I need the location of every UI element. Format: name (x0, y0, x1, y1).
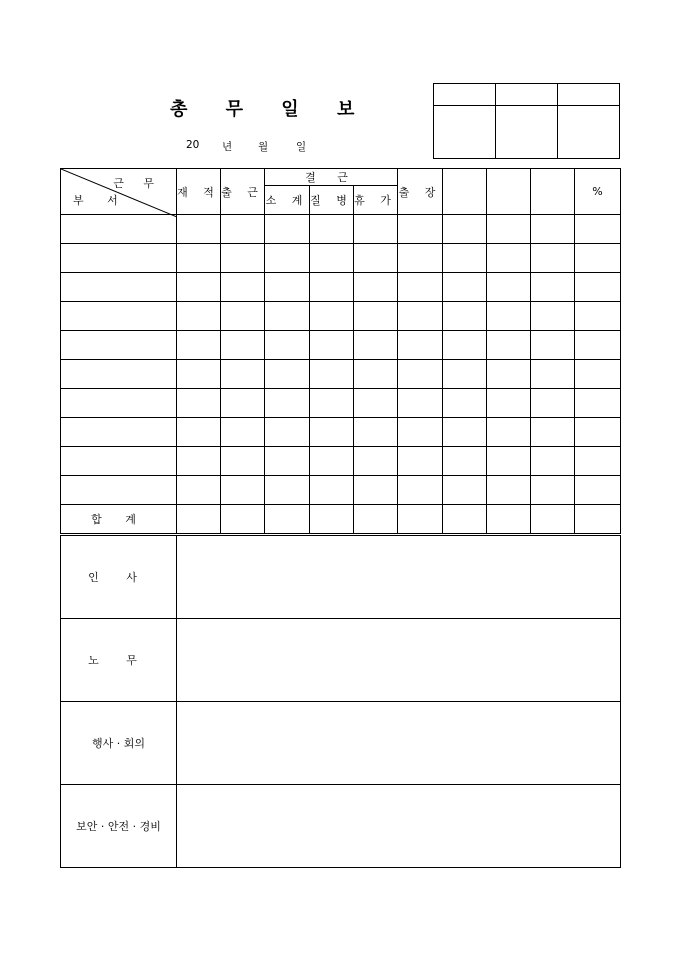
table-cell[interactable] (310, 389, 354, 418)
leave-header: 휴 가 (354, 186, 398, 215)
table-cell[interactable] (575, 360, 621, 389)
table-cell[interactable] (398, 389, 443, 418)
approval-header-cell (558, 84, 620, 106)
subtotal-header: 소 계 (265, 186, 310, 215)
total-cell[interactable] (575, 505, 621, 535)
table-cell[interactable] (443, 302, 487, 331)
table-cell[interactable] (221, 360, 265, 389)
total-cell[interactable] (531, 505, 575, 535)
total-cell[interactable] (221, 505, 265, 535)
table-cell[interactable] (177, 244, 221, 273)
table-cell[interactable] (487, 331, 531, 360)
table-cell[interactable] (265, 447, 310, 476)
table-cell[interactable] (487, 302, 531, 331)
category-content-personnel[interactable] (177, 535, 621, 619)
table-cell[interactable] (398, 360, 443, 389)
table-cell[interactable] (487, 447, 531, 476)
table-cell[interactable] (310, 331, 354, 360)
report-table (60, 168, 621, 868)
table-cell[interactable] (575, 302, 621, 331)
table-cell[interactable] (221, 447, 265, 476)
blank-header (531, 169, 575, 215)
table-cell[interactable] (531, 302, 575, 331)
table-cell[interactable] (354, 447, 398, 476)
department-header-cell (61, 169, 177, 215)
total-cell[interactable] (398, 505, 443, 535)
table-cell[interactable] (443, 273, 487, 302)
table-cell[interactable] (310, 476, 354, 505)
table-cell[interactable] (177, 331, 221, 360)
attendance-header: 출 근 (221, 169, 265, 215)
table-cell[interactable] (398, 215, 443, 244)
department-cell[interactable] (61, 418, 177, 447)
total-cell[interactable] (443, 505, 487, 535)
table-cell[interactable] (487, 476, 531, 505)
total-cell[interactable] (265, 505, 310, 535)
table-cell[interactable] (487, 360, 531, 389)
table-cell[interactable] (531, 418, 575, 447)
table-cell[interactable] (575, 215, 621, 244)
on-roll-header: 재 적 (177, 169, 221, 215)
table-cell[interactable] (310, 244, 354, 273)
department-cell[interactable] (61, 476, 177, 505)
table-cell[interactable] (265, 215, 310, 244)
date-day-label: 일 (296, 141, 307, 153)
table-cell[interactable] (531, 215, 575, 244)
table-cell[interactable] (177, 273, 221, 302)
table-cell[interactable] (575, 389, 621, 418)
table-cell[interactable] (443, 244, 487, 273)
department-cell[interactable] (61, 215, 177, 244)
table-cell[interactable] (354, 389, 398, 418)
table-cell[interactable] (531, 331, 575, 360)
table-cell[interactable] (221, 331, 265, 360)
table-cell[interactable] (531, 389, 575, 418)
table-cell[interactable] (221, 215, 265, 244)
table-cell[interactable] (575, 476, 621, 505)
table-cell[interactable] (354, 360, 398, 389)
department-label: 부 서 (73, 194, 128, 207)
table-cell[interactable] (443, 418, 487, 447)
table-cell[interactable] (265, 476, 310, 505)
table-cell[interactable] (354, 418, 398, 447)
table-cell[interactable] (443, 331, 487, 360)
table-cell[interactable] (398, 418, 443, 447)
category-content-security-safety[interactable] (177, 785, 621, 868)
table-cell[interactable] (310, 447, 354, 476)
table-cell[interactable] (354, 331, 398, 360)
table-cell[interactable] (398, 302, 443, 331)
table-cell[interactable] (398, 447, 443, 476)
approval-header-cell (434, 84, 496, 106)
table-cell[interactable] (487, 244, 531, 273)
category-label-personnel: 인 사 (61, 535, 177, 619)
table-cell[interactable] (531, 476, 575, 505)
table-cell[interactable] (575, 273, 621, 302)
sick-header: 질 병 (310, 186, 354, 215)
table-cell[interactable] (398, 331, 443, 360)
total-label: 합 계 (61, 505, 177, 535)
total-cell[interactable] (310, 505, 354, 535)
department-cell[interactable] (61, 331, 177, 360)
table-cell[interactable] (575, 447, 621, 476)
table-cell[interactable] (177, 389, 221, 418)
table-cell[interactable] (265, 302, 310, 331)
approval-header-cell (496, 84, 558, 106)
total-cell[interactable] (487, 505, 531, 535)
table-cell[interactable] (531, 360, 575, 389)
table-cell[interactable] (265, 360, 310, 389)
table-cell[interactable] (487, 389, 531, 418)
table-cell[interactable] (398, 273, 443, 302)
table-cell[interactable] (354, 476, 398, 505)
table-cell[interactable] (354, 273, 398, 302)
approval-box (433, 83, 620, 159)
table-cell[interactable] (531, 447, 575, 476)
blank-header (487, 169, 531, 215)
table-cell[interactable] (443, 476, 487, 505)
table-cell[interactable] (265, 273, 310, 302)
approval-sign-cell[interactable] (558, 106, 620, 159)
department-cell[interactable] (61, 244, 177, 273)
table-cell[interactable] (443, 215, 487, 244)
category-label-events-meetings: 행사 · 회의 (61, 702, 177, 785)
category-label-security-safety: 보안 · 안전 · 경비 (61, 785, 177, 868)
table-cell[interactable] (265, 389, 310, 418)
table-cell[interactable] (221, 244, 265, 273)
table-cell[interactable] (177, 360, 221, 389)
table-cell[interactable] (221, 302, 265, 331)
category-label-labor: 노 무 (61, 619, 177, 702)
document-title: 총 무 일 보 (170, 99, 371, 120)
table-cell[interactable] (398, 244, 443, 273)
table-cell[interactable] (177, 302, 221, 331)
department-cell[interactable] (61, 389, 177, 418)
table-cell[interactable] (221, 273, 265, 302)
work-label: 근 무 (113, 177, 162, 190)
table-cell[interactable] (265, 418, 310, 447)
total-cell[interactable] (177, 505, 221, 535)
table-cell[interactable] (354, 302, 398, 331)
table-cell[interactable] (310, 215, 354, 244)
table-cell[interactable] (310, 360, 354, 389)
table-cell[interactable] (531, 273, 575, 302)
table-cell[interactable] (310, 302, 354, 331)
table-cell[interactable] (221, 418, 265, 447)
table-cell[interactable] (443, 389, 487, 418)
percent-header: % (575, 169, 621, 215)
date-month-label: 월 (258, 141, 269, 153)
date-year-prefix: 20 (186, 139, 200, 151)
department-cell[interactable] (61, 273, 177, 302)
business-trip-header: 출 장 (398, 169, 443, 215)
total-cell[interactable] (354, 505, 398, 535)
table-cell[interactable] (221, 476, 265, 505)
blank-header (443, 169, 487, 215)
table-cell[interactable] (177, 418, 221, 447)
table-cell[interactable] (177, 215, 221, 244)
date-year-label: 년 (222, 141, 233, 153)
table-cell[interactable] (221, 389, 265, 418)
table-cell[interactable] (354, 244, 398, 273)
approval-sign-cell[interactable] (434, 106, 496, 159)
table-cell[interactable] (177, 447, 221, 476)
table-cell[interactable] (575, 418, 621, 447)
table-cell[interactable] (443, 447, 487, 476)
department-cell[interactable] (61, 360, 177, 389)
approval-sign-cell[interactable] (496, 106, 558, 159)
table-cell[interactable] (443, 360, 487, 389)
table-cell[interactable] (531, 244, 575, 273)
table-cell[interactable] (487, 215, 531, 244)
table-cell[interactable] (575, 244, 621, 273)
table-cell[interactable] (310, 418, 354, 447)
table-cell[interactable] (398, 476, 443, 505)
table-cell[interactable] (177, 476, 221, 505)
table-cell[interactable] (354, 215, 398, 244)
table-cell[interactable] (310, 273, 354, 302)
absence-header: 결 근 (265, 169, 398, 186)
table-cell[interactable] (487, 418, 531, 447)
table-cell[interactable] (487, 273, 531, 302)
table-cell[interactable] (265, 331, 310, 360)
category-content-labor[interactable] (177, 619, 621, 702)
department-cell[interactable] (61, 302, 177, 331)
table-cell[interactable] (265, 244, 310, 273)
table-cell[interactable] (575, 331, 621, 360)
category-content-events-meetings[interactable] (177, 702, 621, 785)
department-cell[interactable] (61, 447, 177, 476)
